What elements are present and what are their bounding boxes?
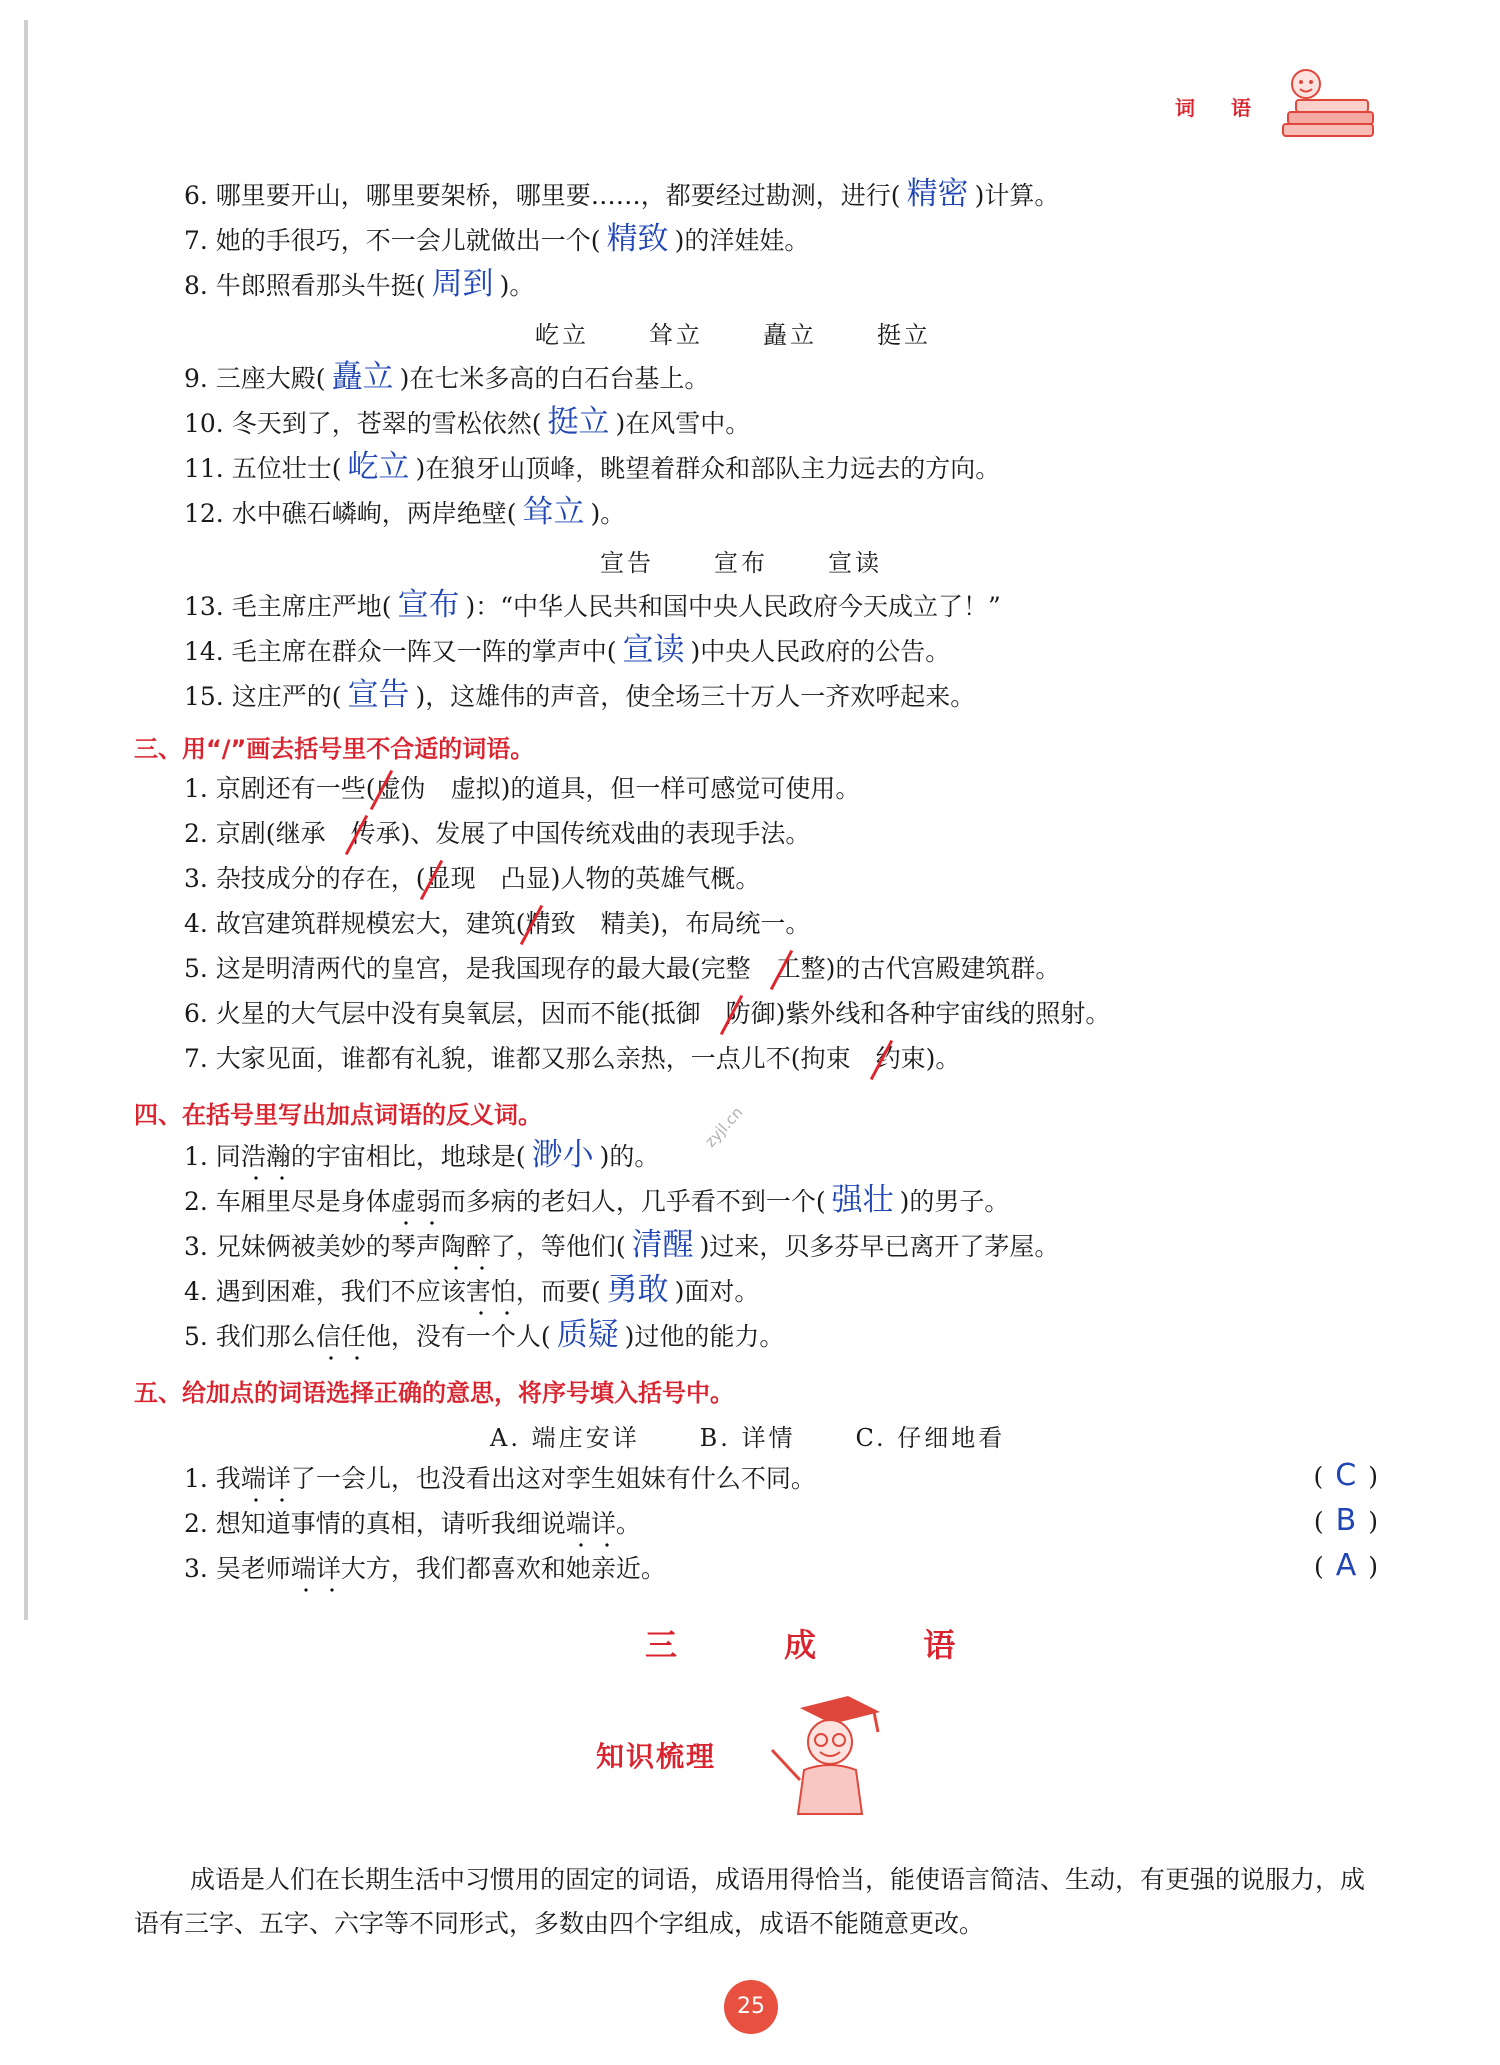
word-choice-struck: 约束 — [876, 1044, 926, 1073]
word-choice-struck: 虚伪 — [376, 774, 426, 803]
dotted-word: 端详 — [565, 1509, 616, 1538]
exercise-item-13: 13. 毛主席庄严地( 宣布 )：“中华人民共和国中央人民政府今天成立了！” — [184, 587, 1001, 623]
answer-text: 宣布 — [397, 587, 460, 623]
answer-text: 矗立 — [331, 359, 394, 395]
answer-text: 宣告 — [347, 677, 410, 713]
header-category — [1175, 92, 1253, 121]
word-choice-struck: 显现 — [426, 864, 476, 893]
exercise-item-8: 8. 牛郎照看那头牛挺( 周到 )。 — [184, 266, 535, 302]
word-options-2: 屹立 耸立 矗立 挺立 — [535, 321, 931, 349]
word-choice-struck: 精致 — [526, 909, 576, 938]
answer-text: 清醒 — [631, 1227, 694, 1263]
answer-text: 屹立 — [347, 449, 410, 485]
answer-text: 精致 — [606, 221, 669, 257]
dotted-word: 陶醉 — [440, 1232, 491, 1261]
word-choice-struck: 传承 — [351, 819, 401, 848]
exercise-item-6: 6. 哪里要开山，哪里要架桥，哪里要……，都要经过勘测，进行( 精密 )计算。 — [184, 176, 1060, 212]
word-choice-struck: 工整 — [776, 954, 826, 983]
answer-text: C — [1335, 1458, 1357, 1493]
answer-text: 质疑 — [556, 1317, 619, 1353]
antonym-item-1: 1. 同浩瀚的宇宙相比，地球是( 渺小 )的。 — [184, 1137, 660, 1173]
header-word-1: 词 — [1175, 96, 1197, 120]
strike-item-2: 2. 京剧(继承 传承)、发展了中国传统戏曲的表现手法。 — [184, 817, 810, 851]
strike-item-7: 7. 大家见面，谁都有礼貌，谁都又那么亲热，一点儿不(拘束 约束)。 — [184, 1042, 960, 1076]
antonym-item-5: 5. 我们那么信任他，没有一个人( 质疑 )过他的能力。 — [184, 1317, 785, 1353]
meaning-answer-1: ( C ) — [1313, 1458, 1378, 1493]
meaning-item-2: 2. 想知道事情的真相，请听我细说端详。 — [184, 1509, 641, 1538]
exercise-item-7: 7. 她的手很巧，不一会儿就做出一个( 精致 )的洋娃娃。 — [184, 221, 810, 257]
books-mascot-icon — [1268, 64, 1378, 144]
answer-text: 渺小 — [531, 1137, 594, 1173]
idiom-definition-paragraph: 成语是人们在长期生活中习惯用的固定的词语，成语用得恰当，能使语言简洁、生动，有更强的说服力，成语有三字、五字、六字等不同形式，多数由四个字组成，成语不能随意更改。 — [134, 1865, 1366, 1938]
section-4-title: 四、在括号里写出加点词语的反义词。 — [134, 1101, 542, 1129]
strike-item-3: 3. 杂技成分的存在，( 显现 凸显)人物的英雄气概。 — [184, 862, 760, 896]
answer-text: A — [1335, 1548, 1357, 1583]
meaning-item-1: 1. 我端详了一会儿，也没看出这对孪生姐妹有什么不同。 — [184, 1464, 816, 1493]
meaning-answer-3: ( A ) — [1313, 1548, 1378, 1583]
word-options-3: 宣告 宣布 宣读 — [600, 549, 882, 577]
answer-text: 精密 — [906, 176, 969, 212]
meaning-answer-2: ( B ) — [1313, 1503, 1378, 1538]
strike-item-1: 1. 京剧还有一些( 虚伪 虚拟)的道具，但一样可感觉可使用。 — [184, 772, 860, 806]
exercise-item-15: 15. 这庄严的( 宣告 )，这雄伟的声音，使全场三十万人一齐欢呼起来。 — [184, 677, 976, 713]
page-number: 25 — [724, 1980, 778, 2034]
dotted-word: 虚弱 — [390, 1187, 441, 1216]
strike-item-5: 5. 这是明清两代的皇宫，是我国现存的最大最(完整 工整)的古代宫殿建筑群。 — [184, 952, 1060, 986]
binding-line — [24, 20, 28, 1620]
dotted-word: 信任 — [315, 1322, 366, 1351]
answer-text: 挺立 — [547, 404, 610, 440]
answer-text: 耸立 — [522, 494, 585, 530]
answer-text: 周到 — [431, 266, 494, 302]
dotted-word: 害怕 — [465, 1277, 516, 1306]
antonym-item-3: 3. 兄妹俩被美妙的琴声陶醉了，等他们( 清醒 )过来，贝多芬早已离开了茅屋。 — [184, 1227, 1060, 1263]
section-3-title: 三、用“/”画去括号里不合适的词语。 — [134, 735, 535, 763]
answer-text: 勇敢 — [606, 1272, 669, 1308]
antonym-item-2: 2. 车厢里尽是身体虚弱而多病的老妇人，几乎看不到一个( 强壮 )的男子。 — [184, 1182, 1010, 1218]
antonym-item-4: 4. 遇到困难，我们不应该害怕，而要( 勇敢 )面对。 — [184, 1272, 760, 1308]
answer-text: 强壮 — [831, 1182, 894, 1218]
word-choice-struck: 防御 — [726, 999, 776, 1028]
watermark: zyjl.cn — [701, 1103, 747, 1151]
header-word-2: 语 — [1231, 96, 1253, 120]
knowledge-title: 知识梳理 — [596, 1740, 717, 1773]
exercise-item-14: 14. 毛主席在群众一阵又一阵的掌声中( 宣读 )中央人民政府的公告。 — [184, 632, 951, 668]
answer-text: 宣读 — [622, 632, 685, 668]
dotted-word: 端详 — [290, 1554, 341, 1583]
exercise-item-12: 12. 水中礁石嶙峋，两岸绝壁( 耸立 )。 — [184, 494, 626, 530]
dotted-word: 端详 — [240, 1464, 291, 1493]
section-5-title: 五、给加点的词语选择正确的意思，将序号填入括号中。 — [134, 1379, 734, 1407]
answer-text: B — [1335, 1503, 1357, 1538]
strike-item-6: 6. 火星的大气层中没有臭氧层，因而不能(抵御 防御)紫外线和各种宇宙线的照射。 — [184, 997, 1110, 1031]
meaning-options: A. 端庄安详 B. 详情 C. 仔细地看 — [490, 1424, 1006, 1452]
exercise-item-9: 9. 三座大殿( 矗立 )在七米多高的白石台基上。 — [184, 359, 710, 395]
chapter-title: 三 成 语 — [645, 1626, 1004, 1664]
exercise-item-11: 11. 五位壮士( 屹立 )在狼牙山顶峰，眺望着群众和部队主力远去的方向。 — [184, 449, 1001, 485]
exercise-item-10: 10. 冬天到了，苍翠的雪松依然( 挺立 )在风雪中。 — [184, 404, 751, 440]
meaning-item-3: 3. 吴老师端详大方，我们都喜欢和她亲近。 — [184, 1554, 666, 1583]
teacher-mascot-icon — [770, 1690, 890, 1820]
dotted-word: 浩瀚 — [240, 1142, 291, 1171]
strike-item-4: 4. 故宫建筑群规模宏大，建筑( 精致 精美)，布局统一。 — [184, 907, 810, 941]
